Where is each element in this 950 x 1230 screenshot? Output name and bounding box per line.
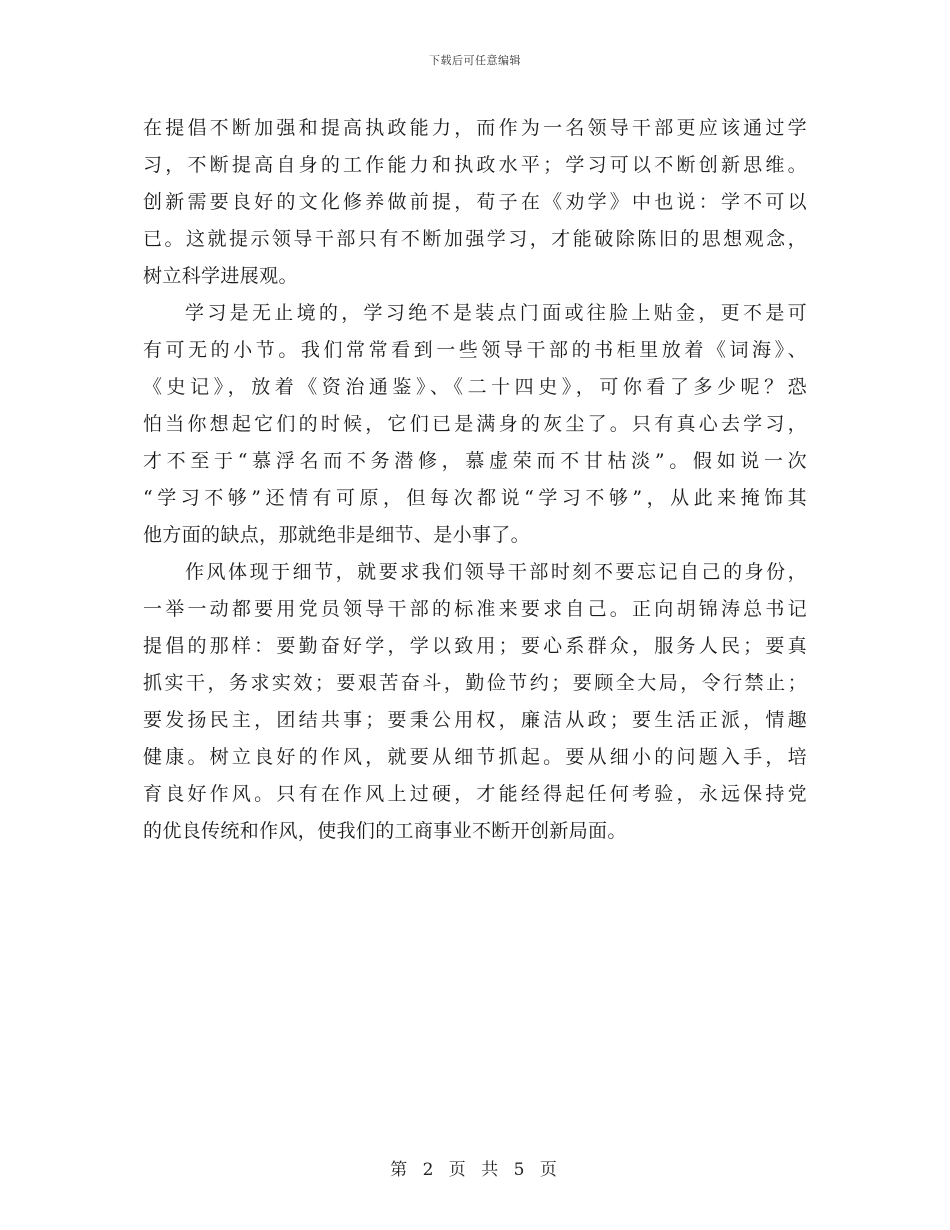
text-line: 《史记》，放着《资治通鉴》、《二十四史》，可你看了多少呢？恐	[143, 376, 807, 398]
total-pages-number: 5	[513, 1160, 528, 1180]
text-line: 他方面的缺点，那就绝非是细节、是小事了。	[143, 524, 531, 546]
text-line: 已。这就提示领导干部只有不断加强学习，才能破除陈旧的思想观念，	[143, 228, 807, 250]
paragraph-3	[143, 554, 807, 850]
text-line: 健康。树立良好的作风，就要从细节抓起。要从细小的问题入手，培	[143, 746, 807, 768]
total-unit-label: 页	[539, 1160, 560, 1180]
text-line: 学习是无止境的，学习绝不是装点门面或往脸上贴金，更不是可	[185, 302, 807, 324]
text-line: 作风体现于细节，就要求我们领导干部时刻不要忘记自己的身份，	[185, 561, 807, 583]
text-line: 才不至于“慕浮名而不务潜修，慕虚荣而不甘枯淡”。假如说一次	[143, 450, 807, 472]
text-line: 提倡的那样：要勤奋好学，学以致用；要心系群众，服务人民；要真	[143, 635, 807, 657]
text-line: 有可无的小节。我们常常看到一些领导干部的书柜里放着《词海》、	[143, 339, 807, 361]
document-body	[143, 110, 807, 850]
page-footer	[0, 1155, 950, 1180]
current-page-number: 2	[422, 1160, 437, 1180]
paragraph-1	[143, 110, 807, 295]
text-line: 要发扬民主，团结共事；要秉公用权，廉洁从政；要生活正派，情趣	[143, 709, 807, 731]
text-line: 怕当你想起它们的时候，它们已是满身的灰尘了。只有真心去学习，	[143, 413, 807, 435]
text-line: 习，不断提高自身的工作能力和执政水平；学习可以不断创新思维。	[143, 154, 807, 176]
text-line: 育良好作风。只有在作风上过硬，才能经得起任何考验，永远保持党	[143, 783, 807, 805]
paragraph-2	[143, 295, 807, 554]
page-header: 下载后可任意编辑	[429, 54, 521, 67]
text-line: 抓实干，务求实效；要艰苦奋斗，勤俭节约；要顾全大局，令行禁止；	[143, 672, 807, 694]
text-line: 一举一动都要用党员领导干部的标准来要求自己。正向胡锦涛总书记	[143, 598, 807, 620]
page-label: 第	[390, 1160, 411, 1180]
text-line: “学习不够”还情有可原，但每次都说“学习不够”，从此来掩饰其	[143, 487, 807, 509]
page-unit-label: 页	[448, 1160, 469, 1180]
text-line: 的优良传统和作风，使我们的工商事业不断开创新局面。	[143, 820, 627, 842]
total-label: 共	[481, 1160, 502, 1180]
text-line: 在提倡不断加强和提高执政能力，而作为一名领导干部更应该通过学	[143, 117, 807, 139]
text-line: 树立科学进展观。	[143, 265, 298, 287]
text-line: 创新需要良好的文化修养做前提，荀子在《劝学》中也说：学不可以	[143, 191, 807, 213]
